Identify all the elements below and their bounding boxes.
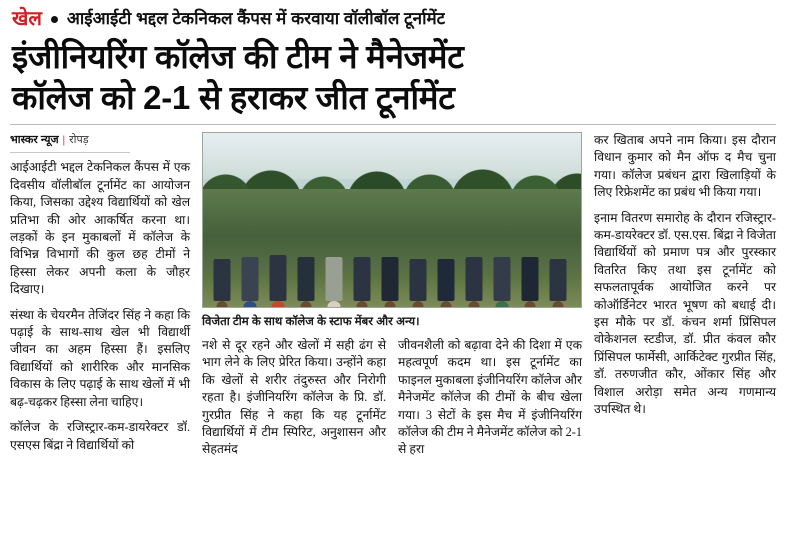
column-middle-right [398, 337, 582, 459]
byline-brand: भास्कर न्यूज [10, 134, 59, 146]
kicker-text: आईआईटी भद्दल टेकनिकल कैंपस में करवाया वॉलीबॉल टूर्नामेंट [66, 9, 446, 28]
legs [382, 257, 399, 301]
legs [410, 259, 427, 301]
volleyball-team-group-photo [202, 132, 582, 308]
legs [354, 257, 371, 301]
byline-separator: | [62, 134, 66, 146]
headline-line-2: कॉलेज को 2-1 से हराकर जीत टूर्नामेंट [12, 79, 455, 116]
legs [550, 259, 567, 301]
head [496, 301, 509, 308]
head [244, 301, 257, 308]
column-right [594, 132, 776, 459]
byline [10, 132, 130, 153]
paragraph: कॉलेज के रजिस्ट्रार-कम-डायरेक्टर डॉ. एसएस बिंद्रा ने विद्यार्थियों को [10, 420, 191, 452]
legs [438, 259, 455, 301]
head [469, 301, 480, 308]
legs [466, 257, 483, 301]
headline-divider [10, 124, 776, 125]
legs [298, 257, 315, 301]
column-left [10, 132, 190, 459]
head [272, 301, 285, 308]
head [525, 301, 536, 308]
head [413, 301, 424, 308]
photo-block [202, 132, 582, 329]
paragraph: जीवनशैली को बढ़ावा देने की दिशा में एक महत्वपूर्ण कदम था। इस टूर्नामेंट का फाइनल मुकाबला इंजीनियरिंग कॉलेज और मैनेजमेंट कॉलेज की टीमों के बीच खेला गया। 3 सेटों के इस मैच में इंजीनियरिंग कॉलेज की टीम ने मैनेजमेंट कॉलेज को 2-1 से हरा [398, 338, 583, 457]
headline-line-1: इंजीनियरिंग कॉलेज की टीम ने मैनेजमेंट [12, 38, 464, 75]
byline-place: रोपड़ [69, 134, 89, 146]
head [385, 301, 396, 308]
section-label-sport: खेल [12, 8, 42, 30]
middle-text-columns [202, 337, 582, 459]
photo-people-row [207, 177, 577, 301]
article-body [10, 132, 776, 459]
paragraph: कर खिताब अपने नाम किया। इस दौरान विधान कुमार को मैन ऑफ द मैच चुना गया। कॉलेज प्रबंधन द्वारा खिलाड़ियों के लिए रिफ्रेशमेंट का प्रबंध भी किया गया। [594, 133, 776, 200]
head [301, 301, 312, 308]
legs [242, 257, 259, 301]
head [328, 301, 341, 308]
photo-caption: विजेता टीम के साथ कॉलेज के स्टाफ मेंबर और अन्य। [202, 315, 420, 328]
legs [522, 257, 539, 301]
paragraph: नशे से दूर रहने और खेलों में सही ढंग से भाग लेने के लिए प्रेरित किया। उन्होंने कहा कि खेलों से शरीर तंदुरुस्त और निरोगी रहता है। इंजीनियरिंग कॉलेज के प्रि. डॉ. गुरप्रीत सिंह ने कहा कि यह टूर्नामेंट विद्यार्थियों में टीम स्पिरिट, अनुशासन और सेहतमंद [202, 338, 387, 457]
paragraph: इनाम वितरण समारोह के दौरान रजिस्ट्रार-कम-डायरेक्टर डॉ. एस.एस. बिंद्रा ने विजेता विद्यार्थियों को प्रमाण पत्र और पुरस्कार वितरित किए तथा इस टूर्नामेंट को सफलतापूर्वक आयोजित करने पर कोऑर्डिनेटर भारत भूषण को बधाई दी। इस मौके पर डॉ. कंचन शर्मा प्रिंसिपल वोकेशनल स्टडीज, डॉ. प्रीत कंवल कौर प्रिंसिपल फार्मेसी, आर्किटेक्ट गुरप्रीत सिंह, डॉ. तरुणजीत कौर, ओंकार सिंह और विशाल अरोड़ा समेत अन्य गणमान्य उपस्थित थे। [594, 210, 776, 417]
head [441, 301, 452, 308]
head [553, 301, 564, 308]
legs [270, 255, 287, 301]
legs [214, 259, 231, 301]
kicker-row [10, 6, 776, 32]
legs [494, 257, 511, 301]
column-middle-left [202, 337, 386, 459]
paragraph: आईआईटी भद्दल टेकनिकल कैंपस में एक दिवसीय वॉलीबॉल टूर्नामेंट का आयोजन किया, जिसका उद्देश्य विद्यार्थियों को खेल प्रतिभा की ओर आकर्षित करना था। लड़कों के इन मुकाबलों में कॉलेज के विभिन्न विभागों की कुल छह टीमों ने हिस्सा लेकर अपनी कला के जौहर दिखाए। [10, 160, 191, 297]
head [357, 301, 368, 308]
paragraph: संस्था के चेयरमैन तेजिंदर सिंह ने कहा कि पढ़ाई के साथ-साथ खेल भी विद्यार्थी जीवन का अहम हिस्सा हैं। इसलिए विद्यार्थियों को शारीरिक और मानसिक विकास के लिए पढ़ाई के साथ खेलों में भी बढ़-चढ़कर हिस्सा लेना चाहिए। [10, 307, 191, 409]
head [217, 301, 228, 308]
page-title [10, 36, 776, 118]
column-middle [202, 132, 582, 459]
bullet-dot-icon [51, 16, 58, 23]
legs [326, 257, 343, 301]
